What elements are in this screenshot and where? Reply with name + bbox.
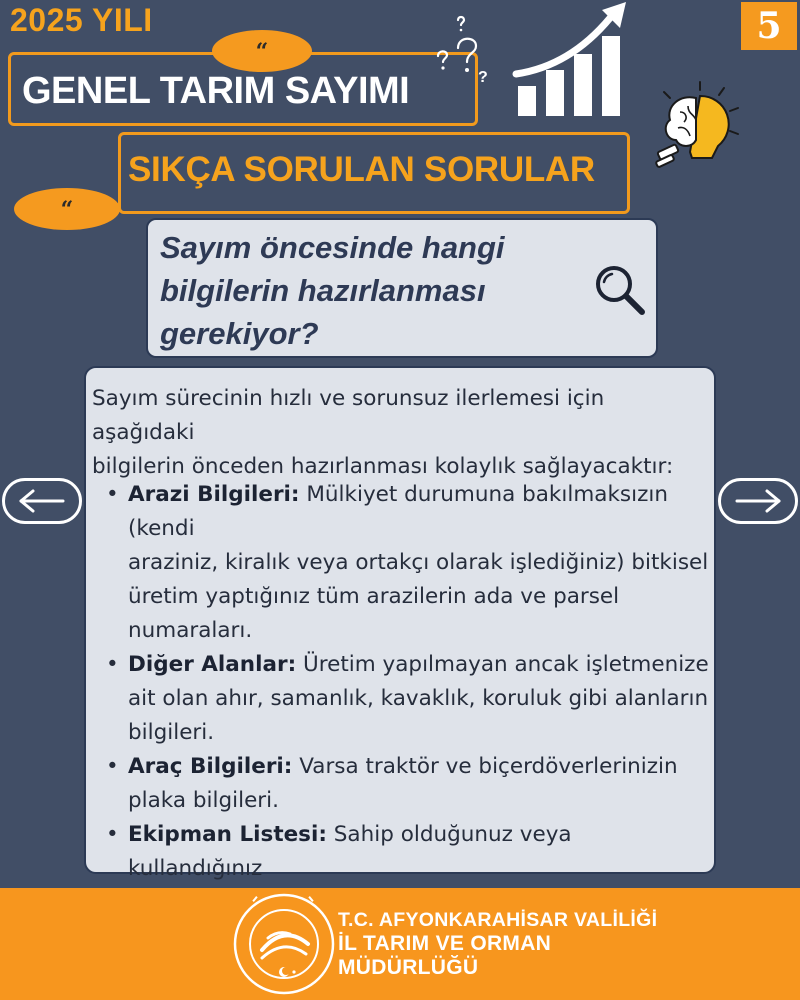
footer-institution [338,908,657,980]
list-item [106,478,712,648]
list-item-term: Diğer Alanlar: [128,652,297,677]
svg-text:?: ? [478,69,488,86]
footer-line: T.C. AFYONKARAHİSAR VALİLİĞİ [338,909,658,931]
search-icon [592,262,648,318]
list-item-term: Araç Bilgileri: [128,754,293,779]
list-item-text: Varsa traktör ve biçerdöverlerinizin [292,754,678,779]
quote-bubble-bottom [14,188,120,230]
page-title: GENEL TARIM SAYIMI [22,70,410,112]
footer-line: İL TARIM VE ORMAN [338,932,552,955]
question-text [160,226,580,355]
list-item [106,648,712,750]
quote-mark: “ [60,197,74,223]
list-item [106,750,712,818]
page-number-badge: 5 [741,2,797,50]
footer-line: MÜDÜRLÜĞÜ [338,956,479,979]
arrow-left-icon [5,481,79,521]
bullet: • [106,652,119,677]
year-label: 2025 YILI [10,2,153,38]
arrow-right-icon [721,481,795,521]
list-item-text: Mülkiyet durumuna bakılmaksızın (kendi [128,482,668,541]
list-item-text: numaraları. [128,618,253,643]
page-subtitle: SIKÇA SORULAN SORULAR [128,150,595,189]
question-line: Sayım öncesinde hangi [160,230,505,265]
next-button[interactable] [718,478,798,524]
growth-chart-icon [510,0,634,120]
answer-card [84,366,716,881]
list-item-text: plaka bilgileri. [128,788,279,813]
list-item-text: bilgileri. [128,720,215,745]
info-list [106,478,712,920]
quote-bubble-top [212,30,312,72]
list-item-text: Üretim yapılmayan ancak işletmenize [296,652,709,677]
list-item-text: ait olan ahır, samanlık, kavaklık, koruluk gibi alanların [128,686,709,711]
list-item-text: üretim yaptığınız tüm arazilerin ada ve parsel [128,584,620,609]
list-item-term: Arazi Bilgileri: [128,482,300,507]
footer [0,888,800,1000]
question-line: bilgilerin hazırlanması [160,273,486,308]
question-marks-icon [428,8,508,88]
answer-intro [92,382,712,484]
question-line: gerekiyor? [160,316,319,351]
bullet: • [106,754,119,779]
lightbulb-idea-icon [640,78,750,178]
list-item-text: Sahip olduğunuz veya kullandığınız [128,822,572,881]
intro-line: Sayım sürecinin hızlı ve sorunsuz ilerlemesi için aşağıdaki [92,386,605,445]
list-item-term: Ekipman Listesi: [128,822,327,847]
question-card [146,218,658,358]
previous-button[interactable] [2,478,82,524]
quote-mark: “ [255,39,269,65]
ministry-seal-icon [232,892,336,996]
bullet: • [106,482,119,507]
bullet: • [106,822,119,847]
intro-line: bilgilerin önceden hazırlanması kolaylık sağlayacaktır: [92,454,674,479]
list-item-text: araziniz, kiralık veya ortakçı olarak işlediğiniz) bitkisel [128,550,709,575]
